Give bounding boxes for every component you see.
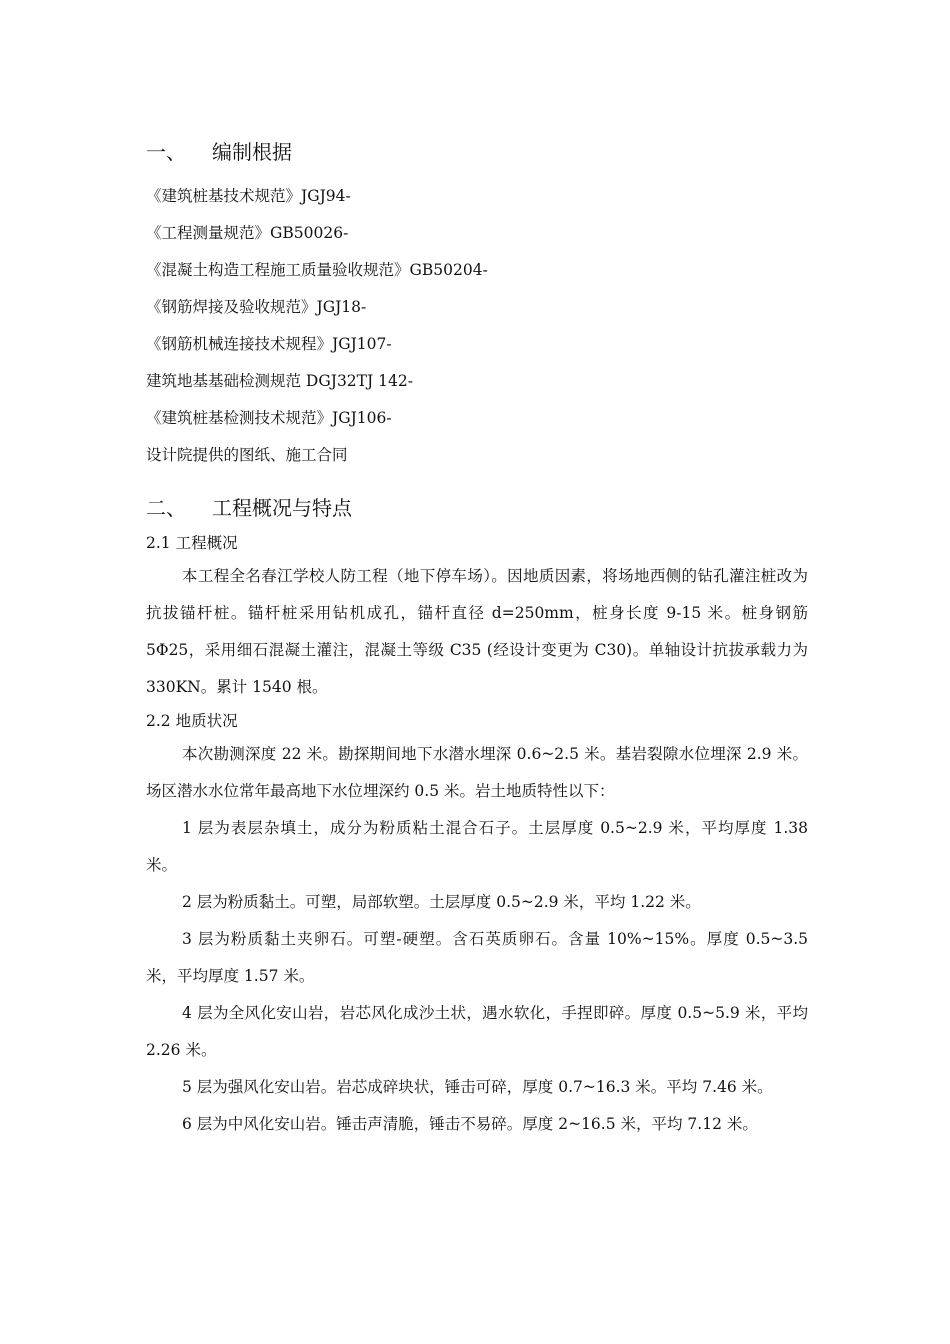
geology-layer-paragraph: 1 层为表层杂填土，成分为粉质粘土混合石子。土层厚度 0.5~2.9 米，平均厚度 1.38 米。 — [146, 819, 808, 874]
reference-item: 设计院提供的图纸、施工合同 — [146, 446, 348, 464]
reference-item: 《工程测量规范》GB50026- — [146, 224, 349, 242]
reference-list — [146, 178, 808, 474]
overview-paragraph: 本工程全名春江学校人防工程（地下停车场）。因地质因素，将场地西侧的钻孔灌注桩改为抗拔锚杆桩。锚杆桩采用钻机成孔，锚杆直径 d=250mm，桩身长度 9-15 米。桩身钢筋 5Φ25，采用细石混凝土灌注，混凝土等级 C35 (经设计变更为 C30)。单轴设计抗拔承载力为 330KN。累计 1540 根。 — [146, 567, 808, 696]
section-number: 一、 — [146, 140, 186, 164]
section-heading-2 — [146, 488, 808, 528]
section-title: 编制根据 — [212, 140, 292, 164]
section-title: 工程概况与特点 — [212, 496, 352, 520]
reference-item: 《建筑桩基检测技术规范》JGJ106- — [146, 409, 392, 427]
geology-paragraph: 本次勘测深度 22 米。勘探期间地下水潜水埋深 0.6~2.5 米。基岩裂隙水位埋深 2.9 米。场区潜水水位常年最高地下水位埋深约 0.5 米。岩土地质特性以下： — [146, 745, 808, 800]
subsection-heading-geology: 2.2 地质状况 — [146, 712, 238, 730]
reference-item: 建筑地基基础检测规范 DGJ32TJ 142- — [146, 372, 413, 390]
reference-item: 《建筑桩基技术规范》JGJ94- — [146, 187, 351, 205]
geology-layer-paragraph: 4 层为全风化安山岩，岩芯风化成沙土状，遇水软化，手捏即碎。厚度 0.5~5.9 米，平均 2.26 米。 — [146, 1004, 808, 1059]
document-body — [146, 132, 808, 1143]
section-heading-1 — [146, 132, 808, 172]
reference-item: 《钢筋焊接及验收规范》JGJ18- — [146, 298, 367, 316]
geology-layer-paragraph: 3 层为粉质黏土夹卵石。可塑-硬塑。含石英质卵石。含量 10%~15%。厚度 0.5~3.5 米，平均厚度 1.57 米。 — [146, 930, 808, 985]
reference-item: 《钢筋机械连接技术规程》JGJ107- — [146, 335, 392, 353]
geology-layer-paragraph: 5 层为强风化安山岩。岩芯成碎块状，锤击可碎，厚度 0.7~16.3 米。平均 7.46 米。 — [182, 1078, 773, 1096]
geology-layer-paragraph: 2 层为粉质黏土。可塑，局部软塑。土层厚度 0.5~2.9 米，平均 1.22 米。 — [182, 893, 701, 911]
section-number: 二、 — [146, 496, 186, 520]
reference-item: 《混凝土构造工程施工质量验收规范》GB50204- — [146, 261, 488, 279]
geology-layer-paragraph: 6 层为中风化安山岩。锤击声清脆，锤击不易碎。厚度 2~16.5 米，平均 7.12 米。 — [182, 1115, 758, 1133]
subsection-heading-overview: 2.1 工程概况 — [146, 534, 238, 552]
